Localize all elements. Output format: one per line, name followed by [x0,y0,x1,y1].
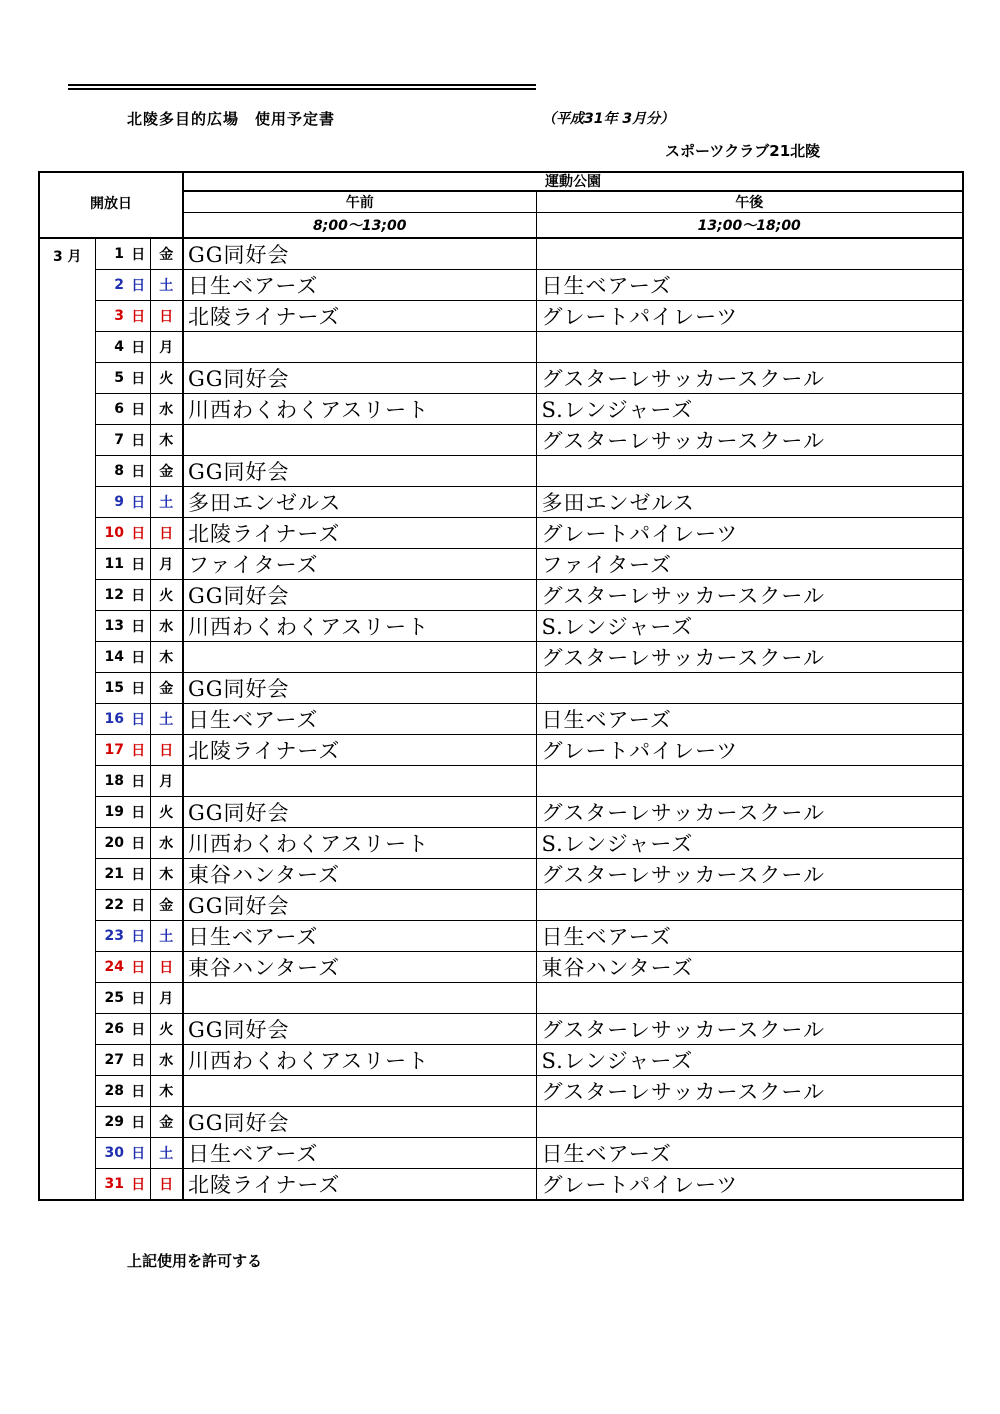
pm-booking: グスターレサッカースクール [536,424,963,455]
day-number: 14 [95,641,127,672]
pm-booking [536,765,963,796]
schedule-row [39,548,963,579]
month-cell-blank [39,951,95,982]
schedule-row [39,1044,963,1075]
day-suffix: 日 [127,641,150,672]
pm-booking: 多田エンゼルス [536,486,963,517]
pm-booking: グスターレサッカースクール [536,858,963,889]
day-suffix: 日 [127,1137,150,1168]
month-cell-blank [39,331,95,362]
day-suffix: 日 [127,889,150,920]
pm-booking [536,238,963,270]
month-cell-blank [39,486,95,517]
am-booking: ファイターズ [183,548,536,579]
schedule-row [39,889,963,920]
pm-booking: S.レンジャーズ [536,827,963,858]
am-booking [183,331,536,362]
am-booking: 北陵ライナーズ [183,1168,536,1200]
month-cell-blank [39,1013,95,1044]
am-booking: 北陵ライナーズ [183,300,536,331]
day-number: 27 [95,1044,127,1075]
day-number: 17 [95,734,127,765]
am-booking: 川西わくわくアスリート [183,827,536,858]
day-number: 2 [95,269,127,300]
month-cell-blank [39,703,95,734]
schedule-row [39,300,963,331]
day-number: 5 [95,362,127,393]
pm-booking: 日生ベアーズ [536,1137,963,1168]
day-number: 6 [95,393,127,424]
pm-booking: ファイターズ [536,548,963,579]
header-row-venue [39,172,963,191]
day-number: 22 [95,889,127,920]
day-number: 10 [95,517,127,548]
day-suffix: 日 [127,424,150,455]
venue-header: 運動公園 [183,172,963,191]
day-suffix: 日 [127,672,150,703]
am-booking: 川西わくわくアスリート [183,393,536,424]
schedule-row [39,362,963,393]
day-number: 23 [95,920,127,951]
day-suffix: 日 [127,517,150,548]
pm-booking: 日生ベアーズ [536,269,963,300]
weekday: 金 [150,455,183,486]
approval-note: 上記使用を許可する [127,1252,263,1270]
am-booking: 東谷ハンターズ [183,951,536,982]
schedule-row [39,951,963,982]
weekday: 日 [150,951,183,982]
pm-booking [536,889,963,920]
weekday: 月 [150,331,183,362]
pm-header: 午後 [536,191,963,213]
weekday: 火 [150,362,183,393]
pm-booking [536,331,963,362]
schedule-row [39,1013,963,1044]
am-booking: 日生ベアーズ [183,269,536,300]
weekday: 木 [150,1075,183,1106]
pm-booking: グスターレサッカースクール [536,1013,963,1044]
schedule-row [39,238,963,270]
day-suffix: 日 [131,1176,146,1193]
month-cell-blank [39,641,95,672]
pm-booking: グレートパイレーツ [536,300,963,331]
schedule-table [38,171,964,1201]
day-number: 1 [95,238,127,270]
day-number: 18 [95,765,127,796]
am-booking: GG同好会 [183,672,536,703]
day-number: 28 [95,1075,127,1106]
weekday: 木 [150,858,183,889]
schedule-row [39,517,963,548]
weekday: 木 [150,641,183,672]
am-booking: 日生ベアーズ [183,703,536,734]
day-number: 3 [95,300,127,331]
am-booking: GG同好会 [183,455,536,486]
am-booking: 北陵ライナーズ [183,517,536,548]
document-title: 北陵多目的広場 使用予定書 [127,110,336,128]
day-number: 30 [95,1137,127,1168]
month-cell-blank [39,579,95,610]
day-number: 21 [95,858,127,889]
weekday: 土 [150,703,183,734]
pm-booking: 東谷ハンターズ [536,951,963,982]
day-number: 4 [95,331,127,362]
day-suffix: 日 [127,548,150,579]
pm-booking: S.レンジャーズ [536,393,963,424]
day-number: 12 [95,579,127,610]
day-number: 8 [95,455,127,486]
schedule-row [39,796,963,827]
day-suffix: 日 [127,238,150,270]
month-cell-blank [39,734,95,765]
day-suffix: 日 [127,703,150,734]
am-booking: 川西わくわくアスリート [183,610,536,641]
am-booking: 北陵ライナーズ [183,734,536,765]
pm-booking: 日生ベアーズ [536,703,963,734]
schedule-row [39,1168,963,1200]
month-cell: 3 月 [39,238,95,270]
month-cell-blank [39,269,95,300]
month-cell-blank [39,610,95,641]
month-cell-blank [39,858,95,889]
day-number: 29 [95,1106,127,1137]
day-number: 24 [95,951,127,982]
am-booking: 日生ベアーズ [183,920,536,951]
weekday: 火 [150,579,183,610]
month-cell-blank [39,548,95,579]
pm-booking: S.レンジャーズ [536,610,963,641]
day-suffix: 日 [127,393,150,424]
day-number: 16 [95,703,127,734]
month-cell-blank [39,1137,95,1168]
schedule-row [39,734,963,765]
am-booking: 日生ベアーズ [183,1137,536,1168]
day-number: 26 [95,1013,127,1044]
weekday: 水 [150,610,183,641]
schedule-row [39,393,963,424]
day-number: 11 [95,548,127,579]
month-cell-blank [39,765,95,796]
month-cell-blank [39,393,95,424]
pm-booking: 日生ベアーズ [536,920,963,951]
am-booking: 川西わくわくアスリート [183,1044,536,1075]
day-suffix: 日 [127,610,150,641]
weekday: 火 [150,1013,183,1044]
day-suffix: 日 [127,269,150,300]
organization-name: スポーツクラブ21北陵 [665,142,821,160]
am-booking: GG同好会 [183,1106,536,1137]
day-number: 20 [95,827,127,858]
am-booking [183,765,536,796]
day-suffix: 日 [127,1044,150,1075]
weekday: 土 [150,486,183,517]
day-number: 13 [95,610,127,641]
day-suffix: 日 [127,1075,150,1106]
weekday: 木 [150,424,183,455]
am-booking: GG同好会 [183,579,536,610]
month-cell-blank [39,1044,95,1075]
schedule-row [39,269,963,300]
pm-booking: グスターレサッカースクール [536,796,963,827]
pm-booking [536,455,963,486]
weekday: 金 [150,889,183,920]
weekday: 月 [150,765,183,796]
pm-booking: グスターレサッカースクール [536,362,963,393]
day-suffix: 日 [127,796,150,827]
pm-booking: グスターレサッカースクール [536,1075,963,1106]
day-suffix: 日 [127,827,150,858]
day-suffix: 日 [127,331,150,362]
schedule-row [39,455,963,486]
am-booking [183,1075,536,1106]
day-suffix: 日 [127,858,150,889]
pm-booking: グレートパイレーツ [536,734,963,765]
schedule-row [39,331,963,362]
weekday: 日 [150,734,183,765]
month-cell-blank [39,982,95,1013]
schedule-row [39,610,963,641]
schedule-row [39,982,963,1013]
weekday: 金 [150,1106,183,1137]
weekday: 日 [150,300,183,331]
weekday: 日 [150,517,183,548]
day-suffix: 日 [127,486,150,517]
weekday: 月 [150,982,183,1013]
month-cell-blank [39,362,95,393]
month-cell-blank [39,889,95,920]
schedule-row [39,1137,963,1168]
day-number: 15 [95,672,127,703]
month-cell-blank [39,672,95,703]
day-suffix: 日 [127,362,150,393]
weekday: 金 [150,672,183,703]
weekday: 火 [150,796,183,827]
am-booking [183,641,536,672]
day-number: 19 [95,796,127,827]
am-booking [183,982,536,1013]
month-cell-blank [39,920,95,951]
am-booking: GG同好会 [183,1013,536,1044]
schedule-row [39,703,963,734]
schedule-row [39,1106,963,1137]
month-cell-blank [39,827,95,858]
month-cell-blank [39,424,95,455]
weekday: 月 [150,548,183,579]
schedule-row [39,765,963,796]
schedule-row [39,486,963,517]
day-suffix: 日 [127,455,150,486]
am-booking: 東谷ハンターズ [183,858,536,889]
schedule-row [39,579,963,610]
weekday: 土 [150,269,183,300]
day-suffix: 日 [127,734,150,765]
open-day-header: 開放日 [39,172,183,238]
am-booking: GG同好会 [183,362,536,393]
weekday: 日 [150,1168,183,1200]
schedule-row [39,424,963,455]
day-suffix: 日 [127,1106,150,1137]
pm-booking [536,672,963,703]
am-booking: GG同好会 [183,796,536,827]
am-booking: GG同好会 [183,889,536,920]
month-cell-blank [39,455,95,486]
month-cell-blank [39,517,95,548]
pm-booking [536,982,963,1013]
weekday: 水 [150,393,183,424]
am-booking: 多田エンゼルス [183,486,536,517]
weekday: 水 [150,827,183,858]
document-period: （平成31年 3月分） [542,111,675,127]
pm-booking: S.レンジャーズ [536,1044,963,1075]
am-header: 午前 [183,191,536,213]
schedule-row [39,827,963,858]
schedule-row [39,1075,963,1106]
schedule-row [39,858,963,889]
am-booking: GG同好会 [183,238,536,270]
day-suffix: 日 [127,920,150,951]
day-suffix: 日 [127,982,150,1013]
pm-booking: グレートパイレーツ [541,1172,739,1197]
weekday: 土 [150,920,183,951]
am-time-header: 8;00～13;00 [183,213,536,238]
day-number: 7 [95,424,127,455]
day-suffix: 日 [127,300,150,331]
day-number: 9 [95,486,127,517]
weekday: 金 [150,238,183,270]
month-cell-blank [39,300,95,331]
month-cell-blank [39,1075,95,1106]
day-number: 25 [95,982,127,1013]
pm-time-header: 13;00～18;00 [536,213,963,238]
am-booking [183,424,536,455]
weekday: 土 [150,1137,183,1168]
month-cell-blank [39,796,95,827]
title-double-rule [68,84,536,90]
pm-booking: グスターレサッカースクール [536,641,963,672]
day-suffix: 日 [127,579,150,610]
pm-booking: グレートパイレーツ [536,517,963,548]
pm-booking [536,1106,963,1137]
weekday: 水 [150,1044,183,1075]
day-suffix: 日 [127,1013,150,1044]
day-suffix: 日 [127,951,150,982]
schedule-row [39,920,963,951]
pm-booking: グスターレサッカースクール [536,579,963,610]
schedule-row [39,641,963,672]
month-cell-blank [39,1106,95,1137]
month-cell-blank [39,1168,95,1200]
day-number: 31 [104,1175,124,1192]
schedule-row [39,672,963,703]
day-suffix: 日 [127,765,150,796]
